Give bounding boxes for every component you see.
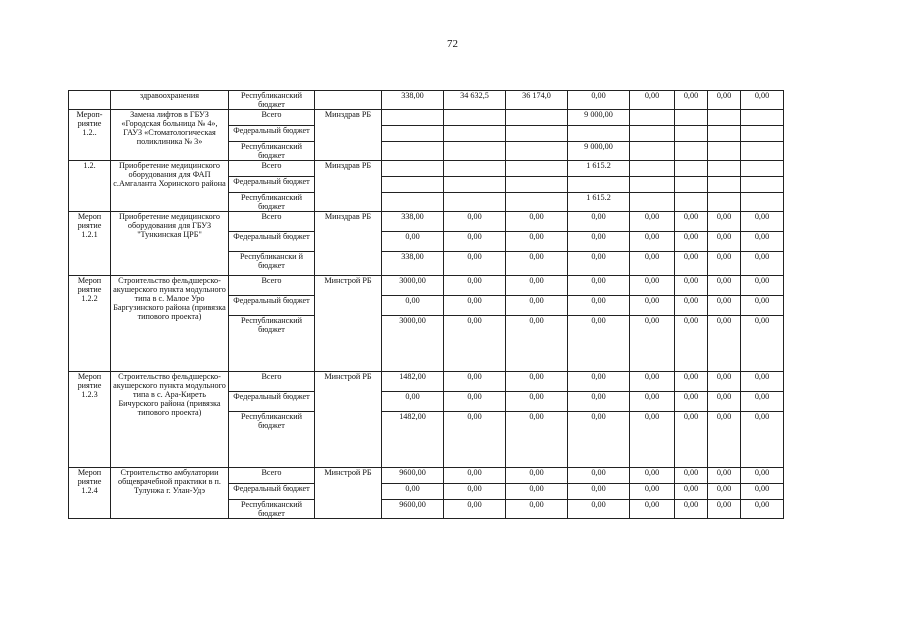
value-cell: 0,00 [741,500,784,519]
value-cell: 0,00 [506,500,568,519]
measure-code-cell [69,91,111,110]
value-cell [506,142,568,161]
value-cell: 0,00 [630,252,675,276]
value-cell: 0,00 [506,232,568,252]
table-row [69,276,784,296]
value-cell: 0,00 [741,252,784,276]
value-cell: 0,00 [675,392,708,412]
value-cell [506,161,568,177]
value-cell: 9600,00 [382,468,444,484]
value-cell: 0,00 [675,412,708,468]
value-cell: 0,00 [630,392,675,412]
funding-source-cell: Республикански й бюджет [229,252,315,276]
value-cell: 0,00 [444,252,506,276]
value-cell: 0,00 [741,412,784,468]
value-cell [630,142,675,161]
executor-cell: Минздрав РБ [315,161,382,212]
value-cell [382,193,444,212]
value-cell: 338,00 [382,252,444,276]
value-cell [506,177,568,193]
value-cell: 0,00 [708,252,741,276]
value-cell: 0,00 [675,232,708,252]
value-cell: 0,00 [444,296,506,316]
value-cell: 0,00 [506,412,568,468]
value-cell: 0,00 [568,91,630,110]
value-cell [675,193,708,212]
value-cell [444,161,506,177]
value-cell: 0,00 [568,484,630,500]
value-cell: 36 174,0 [506,91,568,110]
value-cell [675,142,708,161]
value-cell [675,161,708,177]
value-cell [506,126,568,142]
budget-table [68,90,784,519]
value-cell [568,177,630,193]
value-cell: 0,00 [708,468,741,484]
value-cell [675,177,708,193]
value-cell: 0,00 [568,468,630,484]
value-cell: 0,00 [568,252,630,276]
value-cell: 0,00 [708,212,741,232]
executor-cell: Минздрав РБ [315,110,382,161]
value-cell: 0,00 [675,316,708,372]
value-cell: 0,00 [568,276,630,296]
value-cell: 0,00 [741,484,784,500]
funding-source-cell: Федеральный бюджет [229,484,315,500]
value-cell [444,193,506,212]
value-cell: 0,00 [506,212,568,232]
value-cell [741,126,784,142]
value-cell: 0,00 [506,468,568,484]
value-cell: 0,00 [630,500,675,519]
value-cell: 0,00 [708,392,741,412]
value-cell: 0,00 [444,212,506,232]
value-cell: 0,00 [675,484,708,500]
funding-source-cell: Федеральный бюджет [229,392,315,412]
value-cell [741,161,784,177]
value-cell: 9 000,00 [568,110,630,126]
value-cell [675,110,708,126]
measure-code-cell: Мероп риятие 1.2.1 [69,212,111,276]
value-cell [741,142,784,161]
value-cell: 0,00 [382,296,444,316]
value-cell [506,193,568,212]
funding-source-cell: Всего [229,110,315,126]
value-cell [708,126,741,142]
value-cell: 0,00 [568,392,630,412]
value-cell [382,177,444,193]
value-cell [444,142,506,161]
value-cell: 0,00 [506,276,568,296]
value-cell [708,161,741,177]
funding-source-cell: Федеральный бюджет [229,126,315,142]
value-cell: 1482,00 [382,372,444,392]
table-row [69,161,784,177]
value-cell [708,142,741,161]
value-cell: 0,00 [444,276,506,296]
value-cell [741,193,784,212]
measure-name-cell: Строительство фельдшерско-акушерского пункта модульного типа в с. Малое Уро Баргузинского района (привязка типового проекта) [111,276,229,372]
funding-source-cell: Всего [229,161,315,177]
value-cell: 0,00 [568,212,630,232]
value-cell [741,177,784,193]
value-cell [568,126,630,142]
funding-source-cell: Федеральный бюджет [229,177,315,193]
funding-source-cell: Республиканский бюджет [229,142,315,161]
funding-source-cell: Всего [229,276,315,296]
value-cell [382,142,444,161]
value-cell: 0,00 [675,276,708,296]
value-cell [630,161,675,177]
value-cell [382,110,444,126]
executor-cell: Минстрой РБ [315,468,382,519]
funding-source-cell: Республиканский бюджет [229,193,315,212]
funding-source-cell: Республиканский бюджет [229,412,315,468]
value-cell: 0,00 [741,372,784,392]
funding-source-cell: Всего [229,212,315,232]
value-cell: 0,00 [675,372,708,392]
value-cell: 0,00 [630,91,675,110]
value-cell: 9 000,00 [568,142,630,161]
value-cell: 0,00 [382,232,444,252]
measure-code-cell: Мероп риятие 1.2.4 [69,468,111,519]
value-cell: 0,00 [741,91,784,110]
value-cell: 0,00 [630,484,675,500]
value-cell [444,177,506,193]
value-cell [382,161,444,177]
measure-name-cell: Приобретение медицинского оборудования для ФАП с.Амгаланта Хоринского района [111,161,229,212]
funding-source-cell: Федеральный бюджет [229,232,315,252]
value-cell: 0,00 [382,484,444,500]
value-cell: 0,00 [741,316,784,372]
value-cell [382,126,444,142]
value-cell: 0,00 [506,316,568,372]
measure-name-cell: Замена лифтов в ГБУЗ «Городская больница № 4», ГАУЗ «Стоматологическая поликлиника № 3» [111,110,229,161]
value-cell [630,126,675,142]
value-cell: 0,00 [630,316,675,372]
value-cell: 1 615.2 [568,193,630,212]
measure-code-cell: 1.2. [69,161,111,212]
executor-cell: Минстрой РБ [315,276,382,372]
value-cell: 0,00 [630,212,675,232]
value-cell: 0,00 [444,372,506,392]
table-row [69,372,784,392]
funding-source-cell: Федеральный бюджет [229,296,315,316]
value-cell: 0,00 [568,412,630,468]
executor-cell [315,91,382,110]
value-cell: 0,00 [741,276,784,296]
value-cell: 0,00 [630,468,675,484]
measure-name-cell: Строительство амбулатории общеврачебной практики в п. Тулунжа г. Улан-Удэ [111,468,229,519]
value-cell: 0,00 [708,316,741,372]
value-cell: 0,00 [708,232,741,252]
value-cell: 3000,00 [382,316,444,372]
value-cell: 0,00 [708,372,741,392]
value-cell: 0,00 [630,412,675,468]
value-cell: 0,00 [741,296,784,316]
value-cell: 0,00 [568,500,630,519]
value-cell: 0,00 [708,276,741,296]
value-cell: 0,00 [444,468,506,484]
table-row [69,110,784,126]
value-cell: 1482,00 [382,412,444,468]
executor-cell: Минстрой РБ [315,372,382,468]
value-cell: 338,00 [382,212,444,232]
value-cell: 0,00 [630,276,675,296]
value-cell: 0,00 [444,412,506,468]
table-row [69,212,784,232]
funding-source-cell: Всего [229,468,315,484]
value-cell: 0,00 [675,296,708,316]
value-cell: 338,00 [382,91,444,110]
value-cell: 0,00 [675,500,708,519]
executor-cell: Минздрав РБ [315,212,382,276]
value-cell [675,126,708,142]
funding-source-cell: Республиканский бюджет [229,91,315,110]
value-cell [708,177,741,193]
value-cell [506,110,568,126]
value-cell: 0,00 [630,232,675,252]
value-cell: 0,00 [444,232,506,252]
value-cell [444,126,506,142]
value-cell: 0,00 [741,212,784,232]
value-cell: 0,00 [675,212,708,232]
value-cell [444,110,506,126]
value-cell: 0,00 [382,392,444,412]
value-cell: 0,00 [506,372,568,392]
value-cell: 0,00 [708,296,741,316]
value-cell: 0,00 [506,392,568,412]
value-cell: 0,00 [506,484,568,500]
measure-name-cell: Приобретение медицинского оборудования для ГБУЗ "Тункинская ЦРБ" [111,212,229,276]
value-cell: 0,00 [568,372,630,392]
value-cell: 0,00 [568,316,630,372]
value-cell: 0,00 [506,296,568,316]
value-cell: 0,00 [708,412,741,468]
value-cell [708,193,741,212]
measure-name-cell: здравоохранения [111,91,229,110]
measure-code-cell: Мероп риятие 1.2.3 [69,372,111,468]
value-cell: 3000,00 [382,276,444,296]
funding-source-cell: Всего [229,372,315,392]
table-row [69,91,784,110]
value-cell: 0,00 [675,468,708,484]
value-cell: 0,00 [675,91,708,110]
table-row [69,468,784,484]
measure-name-cell: Строительство фельдшерско-акушерского пункта модульного типа в с. Ара-Киреть Бичурского района (привязка типового проекта) [111,372,229,468]
value-cell: 0,00 [741,232,784,252]
value-cell: 0,00 [708,91,741,110]
value-cell: 0,00 [444,500,506,519]
value-cell: 0,00 [741,468,784,484]
value-cell [630,193,675,212]
measure-code-cell: Мероп-риятие 1.2.. [69,110,111,161]
page-number: 72 [447,38,458,50]
value-cell: 0,00 [630,372,675,392]
funding-source-cell: Республиканский бюджет [229,500,315,519]
value-cell: 0,00 [708,500,741,519]
value-cell: 0,00 [444,316,506,372]
value-cell [741,110,784,126]
value-cell: 0,00 [444,484,506,500]
value-cell [708,110,741,126]
value-cell: 9600,00 [382,500,444,519]
value-cell: 0,00 [708,484,741,500]
value-cell: 0,00 [444,392,506,412]
measure-code-cell: Мероп риятие 1.2.2 [69,276,111,372]
funding-source-cell: Республиканский бюджет [229,316,315,372]
value-cell: 0,00 [630,296,675,316]
value-cell: 34 632,5 [444,91,506,110]
value-cell [630,110,675,126]
value-cell: 0,00 [568,232,630,252]
value-cell [630,177,675,193]
value-cell: 1 615.2 [568,161,630,177]
value-cell: 0,00 [568,296,630,316]
value-cell: 0,00 [506,252,568,276]
value-cell: 0,00 [741,392,784,412]
value-cell: 0,00 [675,252,708,276]
